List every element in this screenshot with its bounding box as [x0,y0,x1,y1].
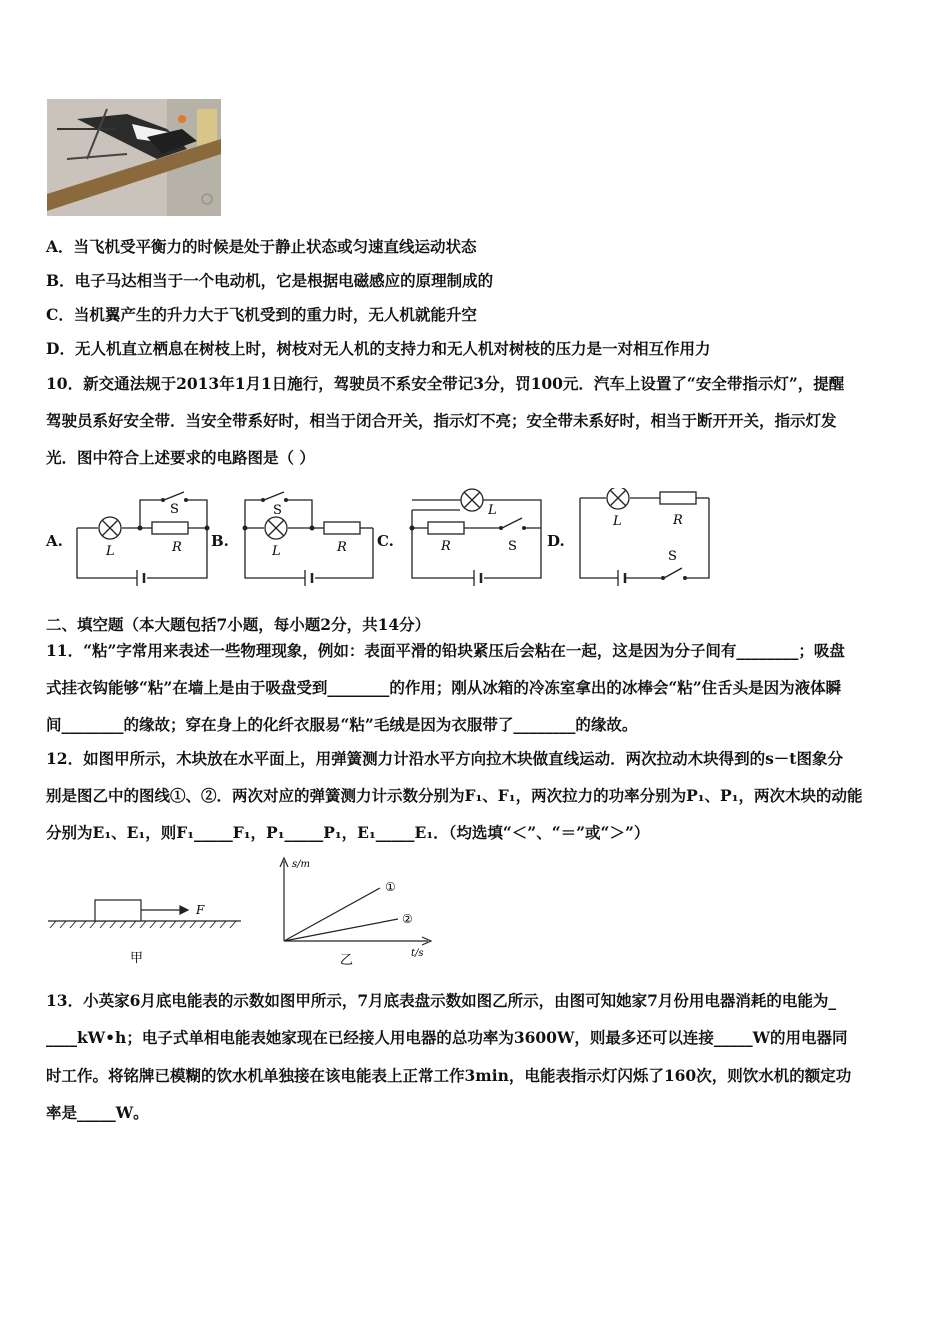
q9-option-b: B．电子马达相当于一个电动机，它是根据电磁感应的原理制成的 [46,271,494,290]
switch-label: S [273,503,282,518]
q9-option-c: C．当机翼产生的升力大于飞机受到的重力时，无人机就能升空 [46,305,477,324]
circuit-label-b: B. [211,532,229,550]
q10-line-1: 10．新交通法规于2013年1月1日施行，驾驶员不系安全带记3分，罚100元．汽车上设置了“安全带指示灯”，提醒 [46,374,845,393]
line-1-label: ① [385,880,396,894]
figure-yi [270,855,440,970]
resistor-label: R [337,540,347,555]
drone-photo [47,99,221,216]
lamp-label: L [488,503,497,518]
q12-line-2: 别是图乙中的图线①、②．两次对应的弹簧测力计示数分别为F₁、F₁，两次拉力的功率分别为P₁、P₁，两次木块的动能 [46,786,863,805]
lamp-label: L [272,544,281,559]
figure-jia [46,892,246,972]
q13-line-3: 时工作。将铭牌已模糊的饮水机单独接在该电能表上正常工作3min，电能表指示灯闪烁了160次，则饮水机的额定功 [46,1066,852,1085]
q10-line-3: 光．图中符合上述要求的电路图是（ ） [46,448,315,467]
q11-line-1: 11．“粘”字常用来表述一些物理现象，例如：表面平滑的铅块紧压后会粘在一起，这是因为分子间有________；吸盘 [46,641,845,660]
q13-line-1: 13．小英家6月底电能表的示数如图甲所示，7月底表盘示数如图乙所示，由图可知她家7月份用电器消耗的电能为_ [46,991,837,1010]
circuit-label-a: A. [46,532,63,550]
switch-label: S [170,502,179,517]
x-axis-label: t/s [411,948,424,959]
resistor-label: R [673,513,683,528]
circuit-d [576,488,716,588]
resistor-label: R [172,540,182,555]
q13-line-4: 率是_____W。 [46,1103,149,1122]
q13-line-2: ____kW•h；电子式单相电能表她家现在已经接人用电器的总功率为3600W，则最多还可以连接_____W的用电器同 [46,1028,848,1047]
q11-line-3: 间________的缘故；穿在身上的化纤衣服易“粘”毛绒是因为衣服带了________的缘故。 [46,715,638,734]
circuit-c [408,488,548,588]
q12-line-3: 分别为E₁、E₁，则F₁_____F₁，P₁_____P₁，E₁_____E₁．（均选填“＜”、“＝”或“＞”） [46,823,650,842]
line-2 [284,919,398,941]
line-1 [284,888,380,941]
switch-label: S [508,539,517,554]
q9-option-d: D．无人机直立栖息在树枝上时，树枝对无人机的支持力和无人机对树枝的压力是一对相互作用力 [46,339,711,358]
circuit-a [72,488,212,588]
resistor-label: R [441,539,451,554]
circuit-b [240,488,380,588]
figure-jia-caption: 甲 [130,951,144,966]
y-axis-label: s/m [292,859,310,870]
q12-line-1: 12．如图甲所示，木块放在水平面上，用弹簧测力计沿水平方向拉木块做直线运动．两次拉动木块得到的s－t图象分 [46,749,843,768]
lamp-label: L [613,514,622,529]
force-label: F [196,903,205,917]
q11-line-2: 式挂衣钩能够“粘”在墙上是由于吸盘受到________的作用；刚从冰箱的冷冻室拿出的冰棒会“粘”住舌头是因为液体瞬 [46,678,842,697]
circuit-label-c: C. [377,532,394,550]
section-heading: 二、填空题（本大题包括7小题，每小题2分，共14分） [46,615,431,634]
q10-line-2: 驾驶员系好安全带．当安全带系好时，相当于闭合开关，指示灯不亮；安全带未系好时，相当于断开开关，指示灯发 [46,411,837,430]
circuit-label-d: D. [547,532,565,550]
q9-option-a: A．当飞机受平衡力的时候是处于静止状态或匀速直线运动状态 [46,237,477,256]
figure-yi-caption: 乙 [340,953,354,968]
lamp-label: L [106,544,115,559]
switch-label: S [668,549,677,564]
line-2-label: ② [402,912,413,926]
